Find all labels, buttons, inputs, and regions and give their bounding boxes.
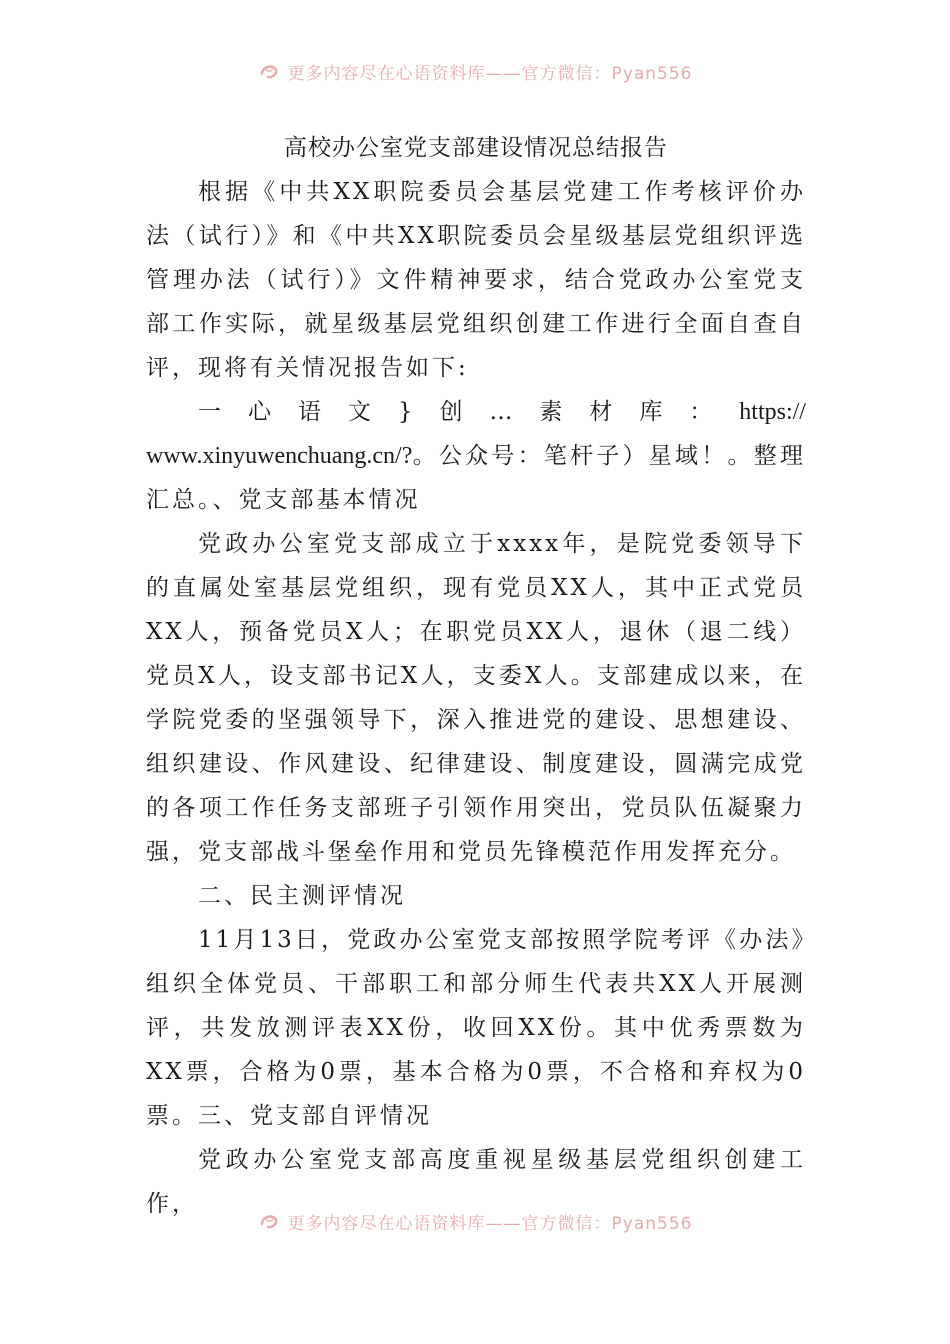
source-reference-line	[146, 390, 806, 434]
source-reference-continuation	[146, 434, 806, 522]
reference-char: 库	[639, 399, 663, 425]
watermark-logo-icon	[258, 60, 280, 82]
reference-char: 一	[198, 399, 221, 425]
section1-heading: 。公众号：笔杆子）星域！。整理汇总。、党支部基本情况	[146, 443, 806, 513]
watermark-text: 更多内容尽在心语资料库——官方微信：Pyan556	[287, 1213, 693, 1234]
header-watermark	[0, 56, 950, 86]
reference-url: www.xinyuwenchuang.cn/?	[146, 443, 413, 469]
watermark-text: 更多内容尽在心语资料库——官方微信：Pyan556	[287, 63, 693, 84]
watermark-logo-icon	[258, 1210, 280, 1232]
intro-paragraph: 根据《中共XX职院委员会基层党建工作考核评价办法（试行）》和《中共XX职院委员会星级基层党组织评选管理办法（试行）》文件精神要求，结合党政办公室党支部工作实际，就星级基层党组织创建工作进行全面自查自评，现将有关情况报告如下:	[146, 179, 806, 381]
reference-url-start: https://	[739, 399, 806, 425]
section1-paragraph: 党政办公室党支部成立于xxxx年，是院党委领导下的直属处室基层党组织，现有党员XX人，其中正式党员XX人，预备党员X人；在职党员XX人，退休（退二线）党员X人，设支部书记X人，支委X人。支部建成以来，在学院党委的坚强领导下，深入推进党的建设、思想建设、组织建设、作风建设、纪律建设、制度建设，圆满完成党的各项工作任务支部班子引领作用突出，党员队伍凝聚力强，党支部战斗堡垒作用和党员先锋模范作用发挥充分。	[146, 531, 806, 865]
reference-char: 素	[539, 399, 563, 425]
reference-char: 材	[589, 399, 613, 425]
reference-char: }	[397, 399, 413, 425]
reference-char: …	[489, 399, 513, 425]
reference-char: 语	[297, 399, 321, 425]
document-title: 高校办公室党支部建设情况总结报告	[284, 135, 668, 161]
document-body	[146, 126, 806, 1226]
section2-paragraph: 11月13日，党政办公室党支部按照学院考评《办法》组织全体党员、干部职工和部分师生代表共XX人开展测评，共发放测评表XX份，收回XX份。其中优秀票数为XX票，合格为0票，基本合格为0票，不合格和弃权为0票。三、党支部自评情况	[146, 927, 806, 1129]
reference-char: 创	[439, 399, 463, 425]
reference-char: 心	[247, 399, 271, 425]
footer-watermark	[0, 1206, 950, 1236]
reference-char: 文	[347, 399, 371, 425]
section3-paragraph: 党政办公室党支部高度重视星级基层党组织创建工作，	[146, 1147, 806, 1217]
section2-heading: 二、民主测评情况	[198, 883, 406, 909]
reference-char: ：	[689, 399, 713, 425]
